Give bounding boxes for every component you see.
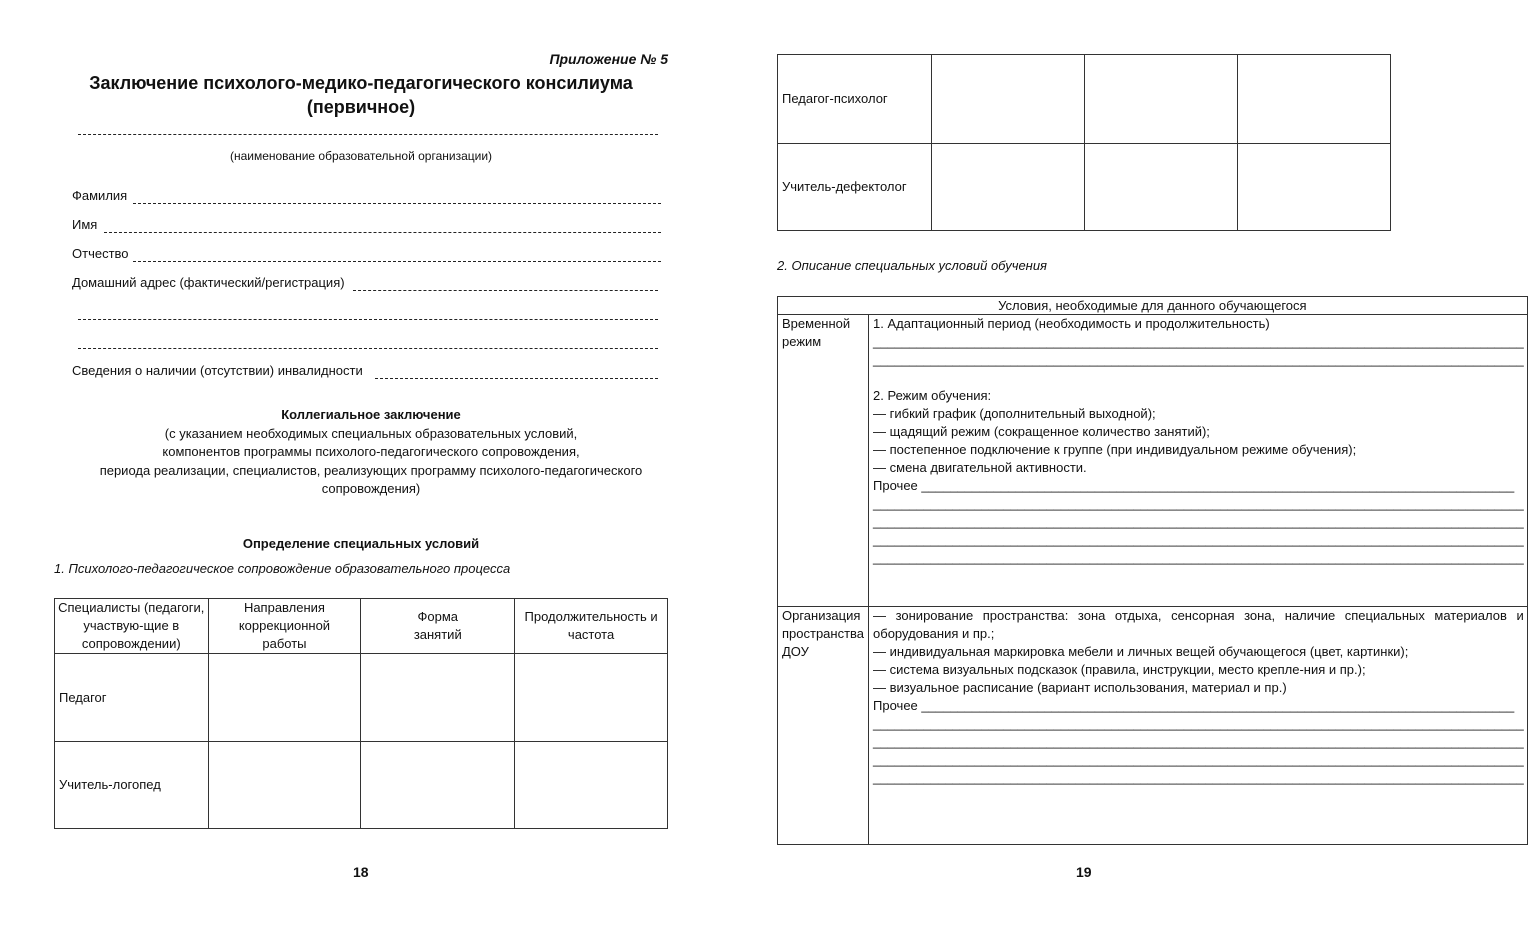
- header-form: Форма занятий: [361, 599, 515, 654]
- space-organization-cell: [869, 607, 1528, 845]
- title-line-1: Заключение психолого-медико-педагогического консилиума: [89, 73, 633, 93]
- header-directions: Направления коррекционной работы: [208, 599, 361, 654]
- table-cell[interactable]: [1084, 144, 1238, 231]
- table-row: [778, 144, 1391, 231]
- special-conditions-heading: Определение специальных условий: [242, 536, 480, 551]
- table-row: [55, 654, 668, 742]
- fill-line[interactable]: __________________________________________________________________________________________: [873, 734, 1524, 749]
- table-row: [778, 315, 1528, 607]
- support-table-continued: [777, 54, 1391, 231]
- header-duration: Продолжительность и частота: [515, 599, 668, 654]
- other-line[interactable]: Прочее __________________________________________________________________________________: [873, 698, 1515, 713]
- patronymic-label: Отчество: [72, 246, 129, 261]
- surname-label: Фамилия: [72, 188, 128, 203]
- table-header-row: [55, 599, 668, 654]
- table-cell[interactable]: [931, 55, 1084, 144]
- conditions-table: [777, 296, 1528, 845]
- address-label: Домашний адрес (фактический/регистрация): [72, 275, 345, 290]
- collegial-line: периода реализации, специалистов, реализующих программу психолого-педагогического: [99, 462, 643, 478]
- name-field[interactable]: [104, 232, 661, 233]
- page-number: 18: [353, 864, 369, 880]
- fill-line[interactable]: __________________________________________________________________________________________: [873, 352, 1524, 367]
- collegial-line: сопровождения): [321, 481, 421, 496]
- condition-text: — гибкий график (дополнительный выходной);: [873, 406, 1156, 421]
- condition-text: — визуальное расписание (вариант использования, материал и пр.): [873, 680, 1287, 695]
- table-row: [778, 607, 1528, 845]
- condition-text: 1. Адаптационный период (необходимость и продолжительность): [873, 316, 1270, 331]
- table-cell[interactable]: [515, 654, 668, 742]
- fill-line[interactable]: __________________________________________________________________________________________: [873, 752, 1524, 767]
- fill-line[interactable]: __________________________________________________________________________________________: [873, 514, 1524, 529]
- collegial-conclusion: [54, 406, 688, 499]
- conditions-header: Условия, необходимые для данного обучающегося: [778, 297, 1528, 315]
- page-number: 19: [1076, 864, 1092, 880]
- section-2-title: 2. Описание специальных условий обучения: [777, 258, 1047, 273]
- condition-text: — постепенное подключение к группе (при индивидуальном режиме обучения);: [873, 442, 1357, 457]
- other-line[interactable]: Прочее __________________________________________________________________________________: [873, 478, 1515, 493]
- condition-text: — смена двигательной активности.: [873, 460, 1087, 475]
- disability-field[interactable]: [375, 378, 658, 379]
- header-specialists: Специалисты (педагоги, участвую-щие в сопровождении): [55, 599, 209, 654]
- row-label: Педагог: [55, 654, 209, 742]
- table-cell[interactable]: [515, 742, 668, 829]
- fill-line[interactable]: __________________________________________________________________________________________: [873, 550, 1524, 565]
- row-label: Педагог-психолог: [778, 55, 932, 144]
- page-18: [0, 0, 722, 939]
- org-name-hint: (наименование образовательной организации): [229, 149, 493, 163]
- condition-text: 2. Режим обучения:: [873, 388, 992, 403]
- time-mode-cell: [869, 315, 1528, 607]
- condition-text: — зонирование пространства: зона отдыха, сенсорная зона, наличие специальных материалов и оборудования и пр.;: [873, 608, 1524, 641]
- name-label: Имя: [72, 217, 98, 232]
- title-line-2: (первичное): [306, 97, 416, 117]
- condition-text: — система визуальных подсказок (правила, инструкции, место крепле-ния и пр.);: [873, 662, 1366, 677]
- section-1-title: 1. Психолого-педагогическое сопровождение образовательного процесса: [54, 561, 511, 576]
- table-cell[interactable]: [208, 742, 361, 829]
- page-title: [54, 71, 668, 119]
- surname-field[interactable]: [133, 203, 661, 204]
- table-cell[interactable]: [1238, 144, 1391, 231]
- table-cell[interactable]: [208, 654, 361, 742]
- table-cell[interactable]: [1084, 55, 1238, 144]
- spacer: [873, 369, 1524, 387]
- row-label: Учитель-дефектолог: [778, 144, 932, 231]
- org-name-line[interactable]: [78, 134, 658, 135]
- other-label: Прочее: [873, 698, 918, 713]
- patronymic-field[interactable]: [133, 261, 661, 262]
- table-row: [778, 55, 1391, 144]
- other-label: Прочее: [873, 478, 918, 493]
- page-19: [722, 0, 1524, 939]
- table-cell[interactable]: [361, 742, 515, 829]
- address-field-3[interactable]: [78, 348, 658, 349]
- collegial-heading: Коллегиальное заключение: [281, 407, 461, 422]
- appendix-label: Приложение № 5: [549, 51, 668, 67]
- conditions-header-row: [778, 297, 1528, 315]
- fill-line[interactable]: __________________________________________________________________________________________: [873, 334, 1524, 349]
- address-field[interactable]: [353, 290, 658, 291]
- support-table: [54, 598, 668, 829]
- disability-label: Сведения о наличии (отсутствии) инвалидности: [72, 363, 363, 378]
- condition-text: — индивидуальная маркировка мебели и личных вещей обучающегося (цвет, картинки);: [873, 644, 1409, 659]
- row-label: Учитель-логопед: [55, 742, 209, 829]
- fill-line[interactable]: __________________________________________________________________________________________: [873, 496, 1524, 511]
- fill-line[interactable]: __________________________________________________________________________________________: [873, 532, 1524, 547]
- row-label: Организация пространства ДОУ: [778, 607, 869, 845]
- condition-text: — щадящий режим (сокращенное количество занятий);: [873, 424, 1210, 439]
- row-label: Временной режим: [778, 315, 869, 607]
- fill-line[interactable]: __________________________________________________________________________________________: [873, 770, 1524, 785]
- fill-line[interactable]: __________________________________________________________________________________________: [873, 716, 1524, 731]
- table-cell[interactable]: [931, 144, 1084, 231]
- collegial-line: (с указанием необходимых специальных образовательных условий,: [164, 425, 578, 441]
- table-cell[interactable]: [1238, 55, 1391, 144]
- table-row: [55, 742, 668, 829]
- collegial-line: компонентов программы психолого-педагогического сопровождения,: [162, 444, 580, 459]
- address-field-2[interactable]: [78, 319, 658, 320]
- table-cell[interactable]: [361, 654, 515, 742]
